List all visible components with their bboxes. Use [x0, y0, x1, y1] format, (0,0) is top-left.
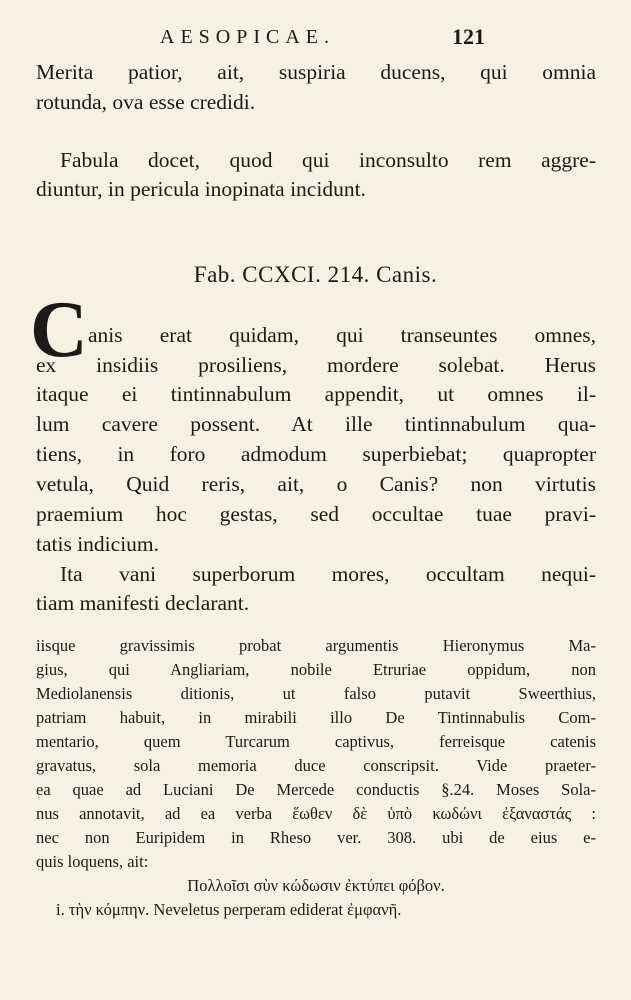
moral-line: Ita vani superborum mores, occultam nequi- [60, 562, 596, 586]
moral-line: Fabula docet, quod qui inconsulto rem aggre- [60, 148, 596, 172]
intro-line: Merita patior, ait, suspiria ducens, qui omnia [36, 60, 596, 84]
footnote-line: quis loquens, ait: [36, 852, 149, 871]
moral-line: diuntur, in pericula inopinata incidunt. [36, 177, 366, 201]
footnote-last-line: i. τὴν κόμπην. Neveletus perperam ediderat ἐμφανῆ. [56, 900, 402, 919]
fable-line: tiens, in foro admodum superbiebat; quapropter [36, 442, 596, 466]
footnote-line: nus annotavit, ad ea verba ἕωθεν δὲ ὑπὸ κωδώνι ἐξαναστάς : [36, 804, 596, 823]
intro-line: rotunda, ova esse credidi. [36, 90, 256, 114]
footnote-line: ea quae ad Luciani De Mercede conductis §.24. Moses Sola- [36, 780, 596, 799]
moral-line: tiam manifesti declarant. [36, 591, 250, 615]
greek-quote: Πολλοῖσι σὺν κώδωσιν ἐκτύπει φόβον. [187, 876, 445, 895]
fable-line: anis erat quidam, qui transeuntes omnes, [88, 323, 596, 347]
footnote-line: gius, qui Angliariam, nobile Etruriae oppidum, non [36, 660, 596, 679]
footnote-line: patriam habuit, in mirabili illo De Tintinnabulis Com- [36, 708, 596, 727]
fable-line: vetula, Quid reris, ait, o Canis? non virtutis [36, 472, 596, 496]
footnote-line: Mediolanensis ditionis, ut falso putavit Sweerthius, [36, 684, 596, 703]
page-header [0, 22, 631, 52]
running-title: AESOPICAE. [160, 26, 336, 48]
fable-line: lum cavere possent. At ille tintinnabulum qua- [36, 412, 596, 436]
footnote-line: iisque gravissimis probat argumentis Hieronymus Ma- [36, 636, 596, 655]
footnote-line: gravatus, sola memoria duce conscripsit. Vide praeter- [36, 756, 596, 775]
fable-title: Fab. CCXCI. 214. Canis. [193, 262, 438, 287]
footnote-line: mentario, quem Turcarum captivus, ferreisque catenis [36, 732, 596, 751]
drop-cap: C [30, 286, 88, 374]
fable-line: tatis indicium. [36, 532, 160, 556]
fable-line: itaque ei tintinnabulum appendit, ut omnes il- [36, 382, 596, 406]
page-number: 121 [452, 24, 485, 49]
fable-line: ex insidiis prosiliens, mordere solebat. Herus [36, 353, 596, 377]
footnote-line: nec non Euripidem in Rheso ver. 308. ubi de eius e- [36, 828, 596, 847]
fable-line: praemium hoc gestas, sed occultae tuae pravi- [36, 502, 596, 526]
